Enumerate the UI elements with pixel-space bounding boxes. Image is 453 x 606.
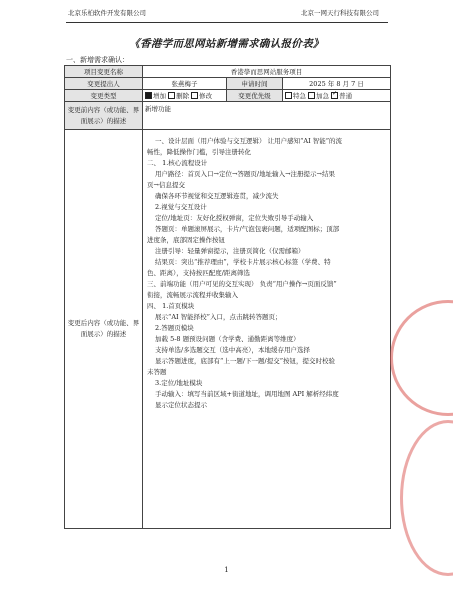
document-title: 《香港学而思网站新增需求确认报价表》 (129, 38, 324, 50)
header-left-company: 北京乐柏软件开发有限公司 (68, 9, 146, 17)
change-request-form (64, 65, 391, 529)
priority-expedited-label: 加急 (316, 92, 330, 100)
priority-options (283, 90, 391, 102)
project-name-value: 香港學而思网站服务项目 (143, 66, 391, 78)
description-line: 显示答题进度，底部有“上一题/下一题/提交”按钮，提交时校验 (155, 357, 336, 365)
description-line: 三、前端功能（用户可见的交互实现） 负责“用户操作→页面反馈” (147, 280, 337, 288)
description-line: 展示“AI 智能择校”入口，点击跳转答题页； (155, 313, 282, 321)
description-line: 注册引导：轻量弹窗提示，注册页简化（仅需邮箱） (155, 247, 305, 255)
before-change-label: 变更前内容（或功能、界面展示）的描述 (65, 102, 143, 130)
description-line: 用户路径：首页入口→定位→答题页/地址输入→注册提示→结果 (155, 170, 335, 178)
priority-urgent-checkbox[interactable] (285, 92, 292, 99)
description-line: 一、设计层面（用户体验与交互逻辑） 让用户感知“AI 智能”的流 (155, 137, 343, 145)
description-line: 二、 1.核心流程设计 (147, 159, 208, 167)
date-value: 2025 年 8 月 7 日 (283, 78, 391, 90)
change-type-label: 变更类型 (65, 90, 143, 102)
priority-expedited-checkbox[interactable] (308, 92, 315, 99)
company-seal-stamp (390, 300, 453, 416)
type-add-checkbox[interactable] (145, 92, 152, 99)
priority-normal-checkbox[interactable] (331, 92, 338, 99)
type-modify-checkbox[interactable] (191, 92, 198, 99)
type-add-label: 增加 (153, 92, 166, 100)
section-heading: 一、新增需求确认： (66, 56, 129, 64)
priority-normal-label: 普通 (339, 92, 353, 100)
description-line: 衔接，流畅展示流程并收集输入 (147, 291, 238, 299)
header-right-company: 北京一网天行科技有限公司 (301, 9, 379, 17)
description-line: 未答题 (147, 368, 167, 376)
after-change-description (143, 130, 391, 529)
description-line: 3.定位/地址模块 (155, 379, 203, 387)
description-line: 显示定位状态提示 (155, 401, 207, 409)
type-delete-checkbox[interactable] (168, 92, 175, 99)
description-line: 色、距离），支持按匹配度/距离筛选 (147, 269, 250, 277)
description-line: 2.视觉与交互设计 (155, 203, 207, 211)
type-delete-label: 删除 (176, 92, 190, 100)
after-change-lines (147, 136, 386, 411)
description-line: 结果页：突出“推荐理由”，学校卡片展示核心标签（学费、特 (155, 258, 331, 266)
description-line: 答题页：单题滚屏展示，卡片/气泡包裹问题，适项配图标；顶部 (155, 225, 340, 233)
description-line: 加载 5-8 题预设问题（含学费、通勤距离等维度） (155, 335, 300, 343)
priority-urgent-label: 特急 (293, 92, 306, 100)
company-seal-stamp-secondary (400, 420, 453, 576)
proposer-value: 张燕梅子 (143, 78, 227, 90)
priority-label: 变更优先级 (227, 90, 283, 102)
description-line: 手动输入：填写当前区域+街道地址，调用地图 API 解析经纬度 (155, 390, 339, 398)
description-line: 页→信息提交 (147, 181, 185, 189)
page-number: 1 (224, 566, 229, 574)
description-line: 2.答题页模块 (155, 324, 194, 332)
description-line: 定位/地址页：友好化授权弹窗，定位失败引导手动输入 (155, 214, 314, 222)
description-line: 四、 1.首页模块 (147, 302, 195, 310)
description-line: 进度条，底部固定操作按钮 (147, 236, 225, 244)
before-change-value: 新增功能 (143, 102, 391, 130)
change-type-options (143, 90, 227, 102)
type-modify-label: 修改 (199, 92, 213, 100)
header-divider (66, 22, 388, 23)
description-line: 支持单选/多选题交互（选中高亮），本地缓存用户选择 (155, 346, 310, 354)
proposer-label: 变更提出人 (65, 78, 143, 90)
date-label: 申请时间 (227, 78, 283, 90)
project-name-label: 项目变更名称 (65, 66, 143, 78)
description-line: 畅性，降低操作门槛，引导注册转化 (147, 148, 251, 156)
after-change-label: 变更后内容（或功能、界面展示）的描述 (65, 130, 143, 529)
description-line: 确保各环节视觉和交互逻辑连贯，减少流失 (155, 192, 279, 200)
